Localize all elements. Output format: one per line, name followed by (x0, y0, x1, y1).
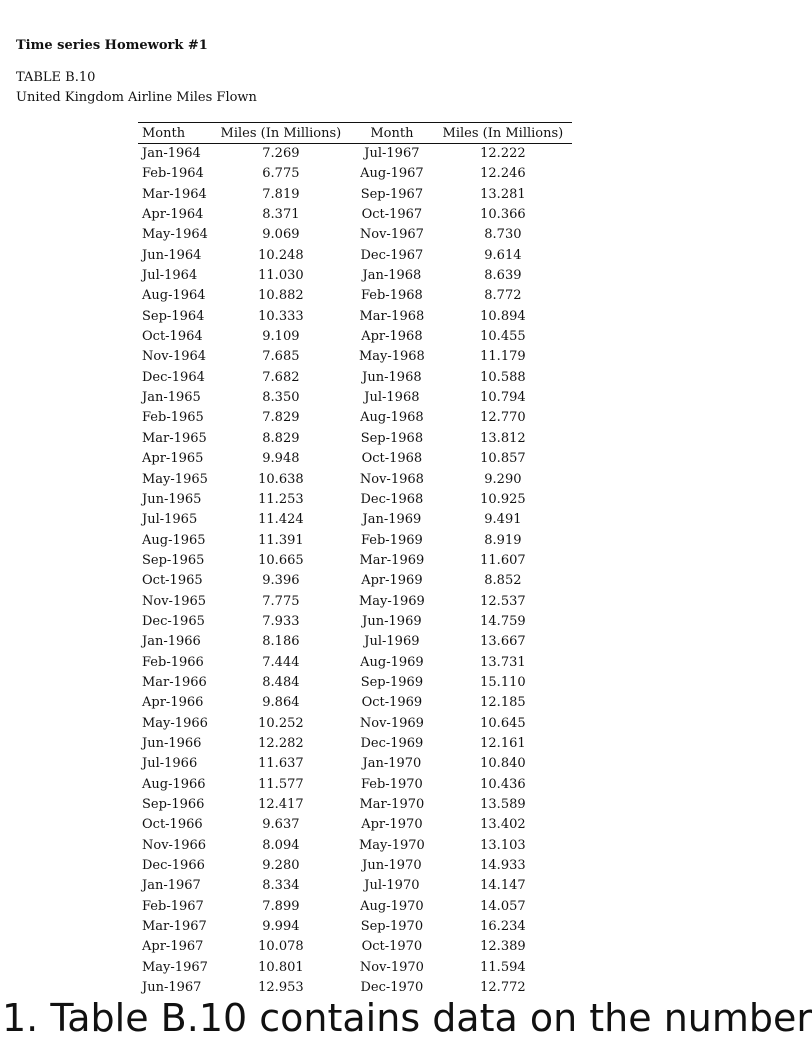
table-row (138, 836, 572, 856)
cell-miles-2: 8.772 (484, 288, 522, 304)
header-month-1: Month (138, 123, 212, 144)
cell-miles-2: 9.290 (484, 471, 522, 487)
cell-month-1: Sep-1965 (142, 552, 205, 568)
cell-miles-1: 10.882 (258, 288, 304, 304)
cell-miles-1: 8.484 (262, 674, 300, 690)
cell-month-1: Mar-1967 (142, 919, 207, 935)
cell-month-2: Jan-1970 (362, 756, 422, 772)
cell-miles-2: 10.794 (480, 390, 526, 406)
header-miles-2: Miles (In Millions) (434, 123, 572, 144)
table-row (138, 408, 572, 428)
cell-month-2: Sep-1968 (360, 430, 424, 446)
cell-month-2: Feb-1968 (360, 288, 423, 304)
table-label: TABLE B.10 (16, 70, 96, 85)
cell-miles-1: 9.637 (262, 817, 300, 833)
cell-month-1: Dec-1965 (142, 613, 205, 629)
table-row (138, 795, 572, 815)
cell-miles-2: 12.222 (480, 146, 526, 161)
cell-miles-1: 9.864 (262, 695, 300, 711)
cell-miles-2: 10.366 (480, 207, 526, 223)
cell-month-1: Jan-1967 (142, 878, 201, 894)
cell-month-2: Jun-1969 (362, 613, 422, 629)
table-body (138, 144, 572, 999)
table-row (138, 653, 572, 673)
cell-miles-2: 10.894 (480, 308, 526, 324)
table-row (138, 225, 572, 245)
cell-month-1: Oct-1965 (142, 573, 203, 589)
cell-month-1: Feb-1967 (142, 898, 204, 914)
cell-miles-2: 12.185 (480, 695, 526, 711)
cell-miles-1: 11.577 (258, 776, 304, 792)
cell-month-1: Mar-1966 (142, 674, 207, 690)
table-row (138, 632, 572, 652)
table-row (138, 856, 572, 876)
table-row (138, 347, 572, 367)
cell-month-1: Aug-1964 (142, 288, 206, 304)
table-row (138, 693, 572, 713)
cell-month-2: Oct-1968 (361, 451, 423, 467)
cell-miles-2: 10.840 (480, 756, 526, 772)
cell-month-2: Nov-1967 (359, 227, 424, 243)
cell-month-1: May-1966 (142, 715, 208, 731)
cell-month-1: Dec-1966 (142, 858, 205, 874)
cell-month-2: Nov-1970 (359, 959, 424, 975)
cell-miles-2: 12.389 (480, 939, 526, 955)
cell-miles-1: 8.829 (262, 430, 300, 446)
table-row (138, 449, 572, 469)
cell-miles-1: 9.396 (262, 573, 300, 589)
table-header-row (138, 123, 572, 144)
cell-miles-2: 13.812 (480, 430, 526, 446)
cell-month-2: Dec-1969 (360, 735, 424, 751)
cell-month-1: Apr-1967 (142, 939, 204, 955)
cell-miles-1: 8.350 (262, 390, 300, 406)
table-row (138, 164, 572, 184)
cell-miles-2: 9.614 (484, 247, 522, 263)
cell-month-2: Sep-1967 (360, 186, 424, 202)
cell-month-1: Jun-1964 (142, 247, 202, 263)
cell-month-1: Apr-1965 (142, 451, 204, 467)
cell-miles-2: 12.537 (480, 593, 526, 609)
table-row (138, 429, 572, 449)
question-text-partial: 1. Table B.10 contains data on the number (2, 996, 812, 1040)
cell-miles-1: 6.775 (262, 166, 300, 182)
document-title: Time series Homework #1 (16, 38, 208, 53)
cell-miles-2: 12.161 (480, 735, 526, 751)
cell-month-2: Apr-1969 (361, 573, 423, 589)
cell-miles-1: 8.186 (262, 634, 300, 650)
cell-miles-1: 9.109 (262, 329, 300, 345)
cell-month-1: May-1964 (142, 227, 208, 243)
table-row (138, 815, 572, 835)
cell-month-1: Sep-1964 (142, 308, 205, 324)
cell-month-2: Feb-1970 (360, 776, 423, 792)
cell-miles-2: 12.770 (480, 410, 526, 426)
cell-month-1: May-1967 (142, 959, 208, 975)
cell-month-1: Oct-1964 (142, 329, 203, 345)
cell-miles-1: 9.280 (262, 858, 300, 874)
table-row (138, 470, 572, 490)
cell-miles-2: 10.455 (480, 329, 526, 345)
cell-month-2: Dec-1970 (360, 980, 424, 996)
cell-miles-1: 10.638 (258, 471, 304, 487)
cell-miles-2: 14.147 (480, 878, 526, 894)
cell-month-1: Nov-1965 (142, 593, 207, 609)
table-row (138, 185, 572, 205)
cell-miles-2: 13.667 (480, 634, 526, 650)
cell-miles-2: 13.402 (480, 817, 526, 833)
cell-month-1: Feb-1964 (142, 166, 204, 182)
cell-miles-2: 9.491 (484, 512, 522, 528)
cell-month-2: Apr-1970 (361, 817, 423, 833)
cell-month-1: Nov-1964 (142, 349, 207, 365)
cell-miles-1: 10.665 (258, 552, 304, 568)
cell-month-2: Oct-1970 (361, 939, 423, 955)
cell-miles-2: 10.645 (480, 715, 526, 731)
cell-month-1: May-1965 (142, 471, 208, 487)
cell-month-1: Sep-1966 (142, 797, 205, 812)
cell-month-1: Jun-1967 (142, 980, 202, 996)
cell-miles-1: 11.424 (258, 512, 304, 528)
cell-month-2: Sep-1969 (360, 674, 424, 690)
cell-month-2: Mar-1969 (359, 552, 425, 568)
cell-miles-2: 12.772 (480, 980, 526, 996)
table-row (138, 266, 572, 286)
cell-miles-1: 7.829 (262, 410, 300, 426)
cell-miles-2: 8.919 (484, 532, 522, 548)
cell-miles-2: 8.852 (484, 573, 522, 589)
cell-miles-1: 10.801 (258, 959, 304, 975)
cell-month-1: Apr-1966 (142, 695, 204, 711)
cell-miles-2: 13.589 (480, 797, 526, 812)
cell-miles-2: 8.639 (484, 268, 522, 284)
table-row (138, 754, 572, 774)
cell-month-2: Feb-1969 (360, 532, 423, 548)
cell-miles-1: 7.682 (262, 369, 300, 385)
cell-month-2: Jun-1970 (362, 858, 422, 874)
cell-month-1: Jan-1966 (142, 634, 201, 650)
cell-miles-1: 9.994 (262, 919, 300, 935)
cell-month-1: Mar-1965 (142, 430, 207, 446)
cell-miles-1: 8.371 (262, 207, 300, 223)
table-row (138, 714, 572, 734)
cell-miles-1: 12.282 (258, 735, 304, 751)
table-row (138, 734, 572, 754)
cell-month-1: Jan-1965 (142, 390, 201, 406)
cell-month-2: Dec-1968 (360, 491, 424, 507)
cell-miles-1: 12.953 (258, 980, 304, 996)
cell-month-2: Dec-1967 (360, 247, 424, 263)
header-miles-1: Miles (In Millions) (212, 123, 350, 144)
cell-month-2: Aug-1970 (360, 898, 424, 914)
cell-miles-1: 10.078 (258, 939, 304, 955)
table-row (138, 531, 572, 551)
cell-month-2: Jan-1969 (362, 512, 422, 528)
table-row (138, 551, 572, 571)
cell-miles-1: 7.899 (262, 898, 300, 914)
cell-miles-2: 14.057 (480, 898, 526, 914)
cell-miles-1: 7.775 (262, 593, 300, 609)
cell-miles-2: 11.607 (480, 552, 526, 568)
cell-month-2: Oct-1967 (361, 207, 423, 223)
cell-miles-1: 7.685 (262, 349, 300, 365)
cell-miles-1: 8.094 (262, 837, 300, 853)
cell-month-2: May-1968 (358, 349, 425, 365)
cell-month-2: Nov-1969 (359, 715, 424, 731)
cell-miles-2: 8.730 (484, 227, 522, 243)
airline-miles-table (138, 122, 572, 998)
cell-miles-1: 11.030 (258, 268, 304, 284)
cell-miles-2: 13.731 (480, 654, 526, 670)
cell-miles-1: 11.391 (258, 532, 304, 548)
cell-miles-2: 11.594 (480, 959, 526, 975)
cell-miles-2: 14.933 (480, 858, 526, 874)
cell-month-2: Apr-1968 (361, 329, 423, 345)
cell-month-2: May-1969 (358, 593, 425, 609)
table-row (138, 327, 572, 347)
cell-miles-2: 16.234 (480, 919, 526, 935)
table-caption: United Kingdom Airline Miles Flown (16, 90, 257, 105)
cell-miles-1: 10.333 (258, 308, 304, 324)
table-row (138, 612, 572, 632)
table-row (138, 673, 572, 693)
cell-month-1: Aug-1966 (142, 776, 206, 792)
table-row (138, 571, 572, 591)
table-row (138, 958, 572, 978)
cell-month-1: Jan-1964 (142, 146, 201, 161)
cell-miles-2: 12.246 (480, 166, 526, 182)
cell-miles-1: 7.269 (262, 146, 300, 161)
cell-month-2: Sep-1970 (360, 919, 424, 935)
cell-miles-2: 15.110 (480, 674, 526, 690)
cell-month-2: Jan-1968 (362, 268, 422, 284)
cell-month-1: Oct-1966 (142, 817, 203, 833)
cell-month-1: Jul-1964 (142, 268, 198, 284)
table-row (138, 286, 572, 306)
cell-month-1: Dec-1964 (142, 369, 205, 385)
cell-month-2: Jul-1968 (364, 390, 420, 406)
table-row (138, 937, 572, 957)
cell-miles-1: 11.253 (258, 491, 304, 507)
cell-miles-1: 7.819 (262, 186, 300, 202)
cell-month-2: Jun-1968 (362, 369, 422, 385)
cell-month-1: Nov-1966 (142, 837, 207, 853)
cell-miles-1: 9.948 (262, 451, 300, 467)
table-row (138, 388, 572, 408)
cell-month-1: Jul-1965 (142, 512, 198, 528)
cell-miles-1: 12.417 (258, 797, 304, 812)
table-row (138, 246, 572, 266)
cell-month-1: Apr-1964 (142, 207, 204, 223)
cell-month-1: Aug-1965 (142, 532, 206, 548)
table-row (138, 307, 572, 327)
cell-miles-2: 10.436 (480, 776, 526, 792)
cell-month-1: Mar-1964 (142, 186, 207, 202)
cell-month-2: Jul-1970 (364, 878, 420, 894)
cell-month-2: Jul-1967 (364, 146, 420, 161)
cell-miles-1: 9.069 (262, 227, 300, 243)
table-row (138, 917, 572, 937)
cell-month-1: Feb-1965 (142, 410, 204, 426)
header-month-2: Month (350, 123, 434, 144)
table-row (138, 490, 572, 510)
cell-miles-2: 10.925 (480, 491, 526, 507)
table-row (138, 897, 572, 917)
cell-month-2: Aug-1968 (360, 410, 424, 426)
table-row (138, 775, 572, 795)
cell-month-2: Aug-1969 (360, 654, 424, 670)
cell-month-2: Mar-1970 (359, 797, 425, 812)
cell-month-2: Oct-1969 (361, 695, 423, 711)
cell-miles-1: 10.252 (258, 715, 304, 731)
table-row (138, 592, 572, 612)
cell-month-2: May-1970 (358, 837, 425, 853)
cell-miles-2: 14.759 (480, 613, 526, 629)
table-row (138, 205, 572, 225)
cell-miles-1: 11.637 (258, 756, 304, 772)
cell-miles-2: 10.588 (480, 369, 526, 385)
table-row (138, 368, 572, 388)
cell-miles-1: 7.933 (262, 613, 300, 629)
cell-month-2: Jul-1969 (364, 634, 420, 650)
cell-month-1: Jul-1966 (142, 756, 198, 772)
cell-month-2: Nov-1968 (359, 471, 424, 487)
cell-miles-2: 11.179 (480, 349, 526, 365)
table-row (138, 876, 572, 896)
cell-miles-1: 7.444 (262, 654, 300, 670)
cell-miles-1: 10.248 (258, 247, 304, 263)
cell-miles-2: 13.103 (480, 837, 526, 853)
cell-month-2: Aug-1967 (360, 166, 424, 182)
table-row (138, 510, 572, 530)
cell-miles-1: 8.334 (262, 878, 300, 894)
cell-month-1: Feb-1966 (142, 654, 204, 670)
cell-miles-2: 13.281 (480, 186, 526, 202)
cell-month-2: Mar-1968 (359, 308, 425, 324)
table-row (138, 144, 572, 165)
cell-miles-2: 10.857 (480, 451, 526, 467)
cell-month-1: Jun-1966 (142, 735, 202, 751)
cell-month-1: Jun-1965 (142, 491, 202, 507)
